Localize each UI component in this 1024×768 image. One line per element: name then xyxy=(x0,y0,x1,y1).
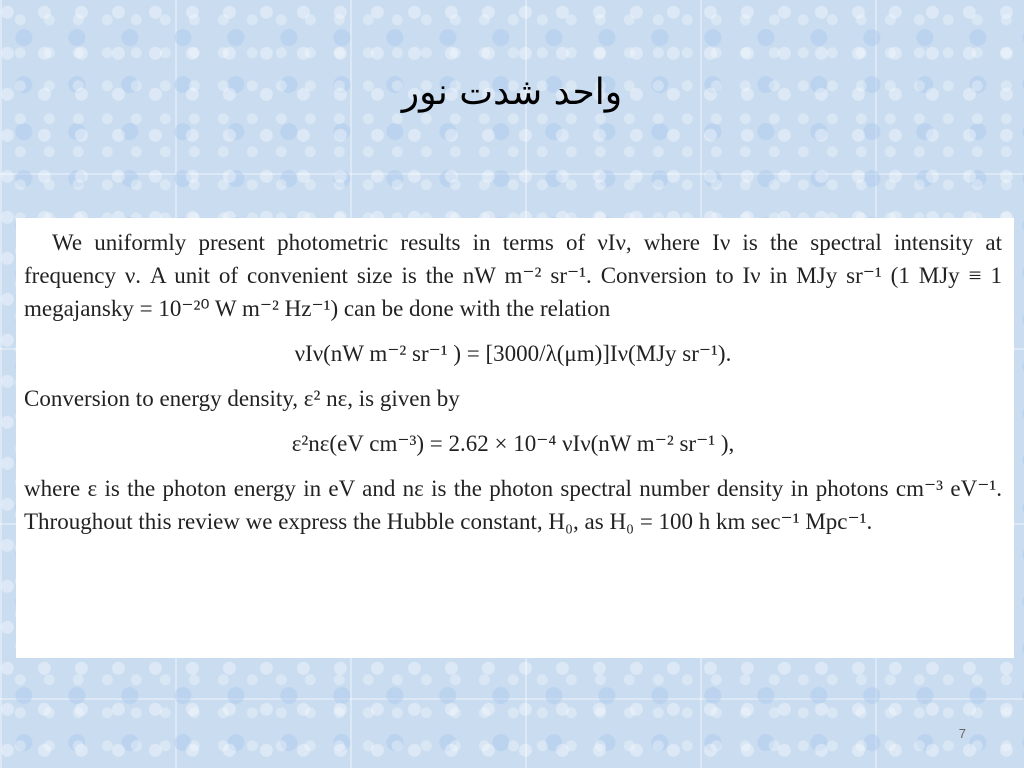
paragraph-units: We uniformly present photometric results in terms of νIν, where Iν is the spectral intensity at frequency ν. A unit of convenient size is the nW m⁻² sr⁻¹. Conversion to Iν in MJy sr⁻¹ (1 MJy ≡ 1 megajansky = 10⁻²⁰ W m⁻² Hz⁻¹) can be done with the relation xyxy=(24,230,1002,321)
equation-conversion-mjy: νIν(nW m⁻² sr⁻¹ ) = [3000/λ(μm)]Iν(MJy sr⁻¹). xyxy=(294,341,732,366)
paragraph-hubble: where ε is the photon energy in eV and nε is the photon spectral number density in photons cm⁻³ eV⁻¹. Throughout this review we express the Hubble constant, H₀, as H₀ = 100 h km sec⁻¹ Mpc⁻¹. xyxy=(24,476,1002,534)
content-box xyxy=(16,218,1014,658)
paragraph-energy-density: Conversion to energy density, ε² nε, is given by xyxy=(24,386,460,411)
page-number: 7 xyxy=(958,726,966,741)
equation-energy-density: ε²nε(eV cm⁻³) = 2.62 × 10⁻⁴ νIν(nW m⁻² sr⁻¹ ), xyxy=(291,431,735,456)
slide-title: واحد شدت نور xyxy=(401,72,623,113)
